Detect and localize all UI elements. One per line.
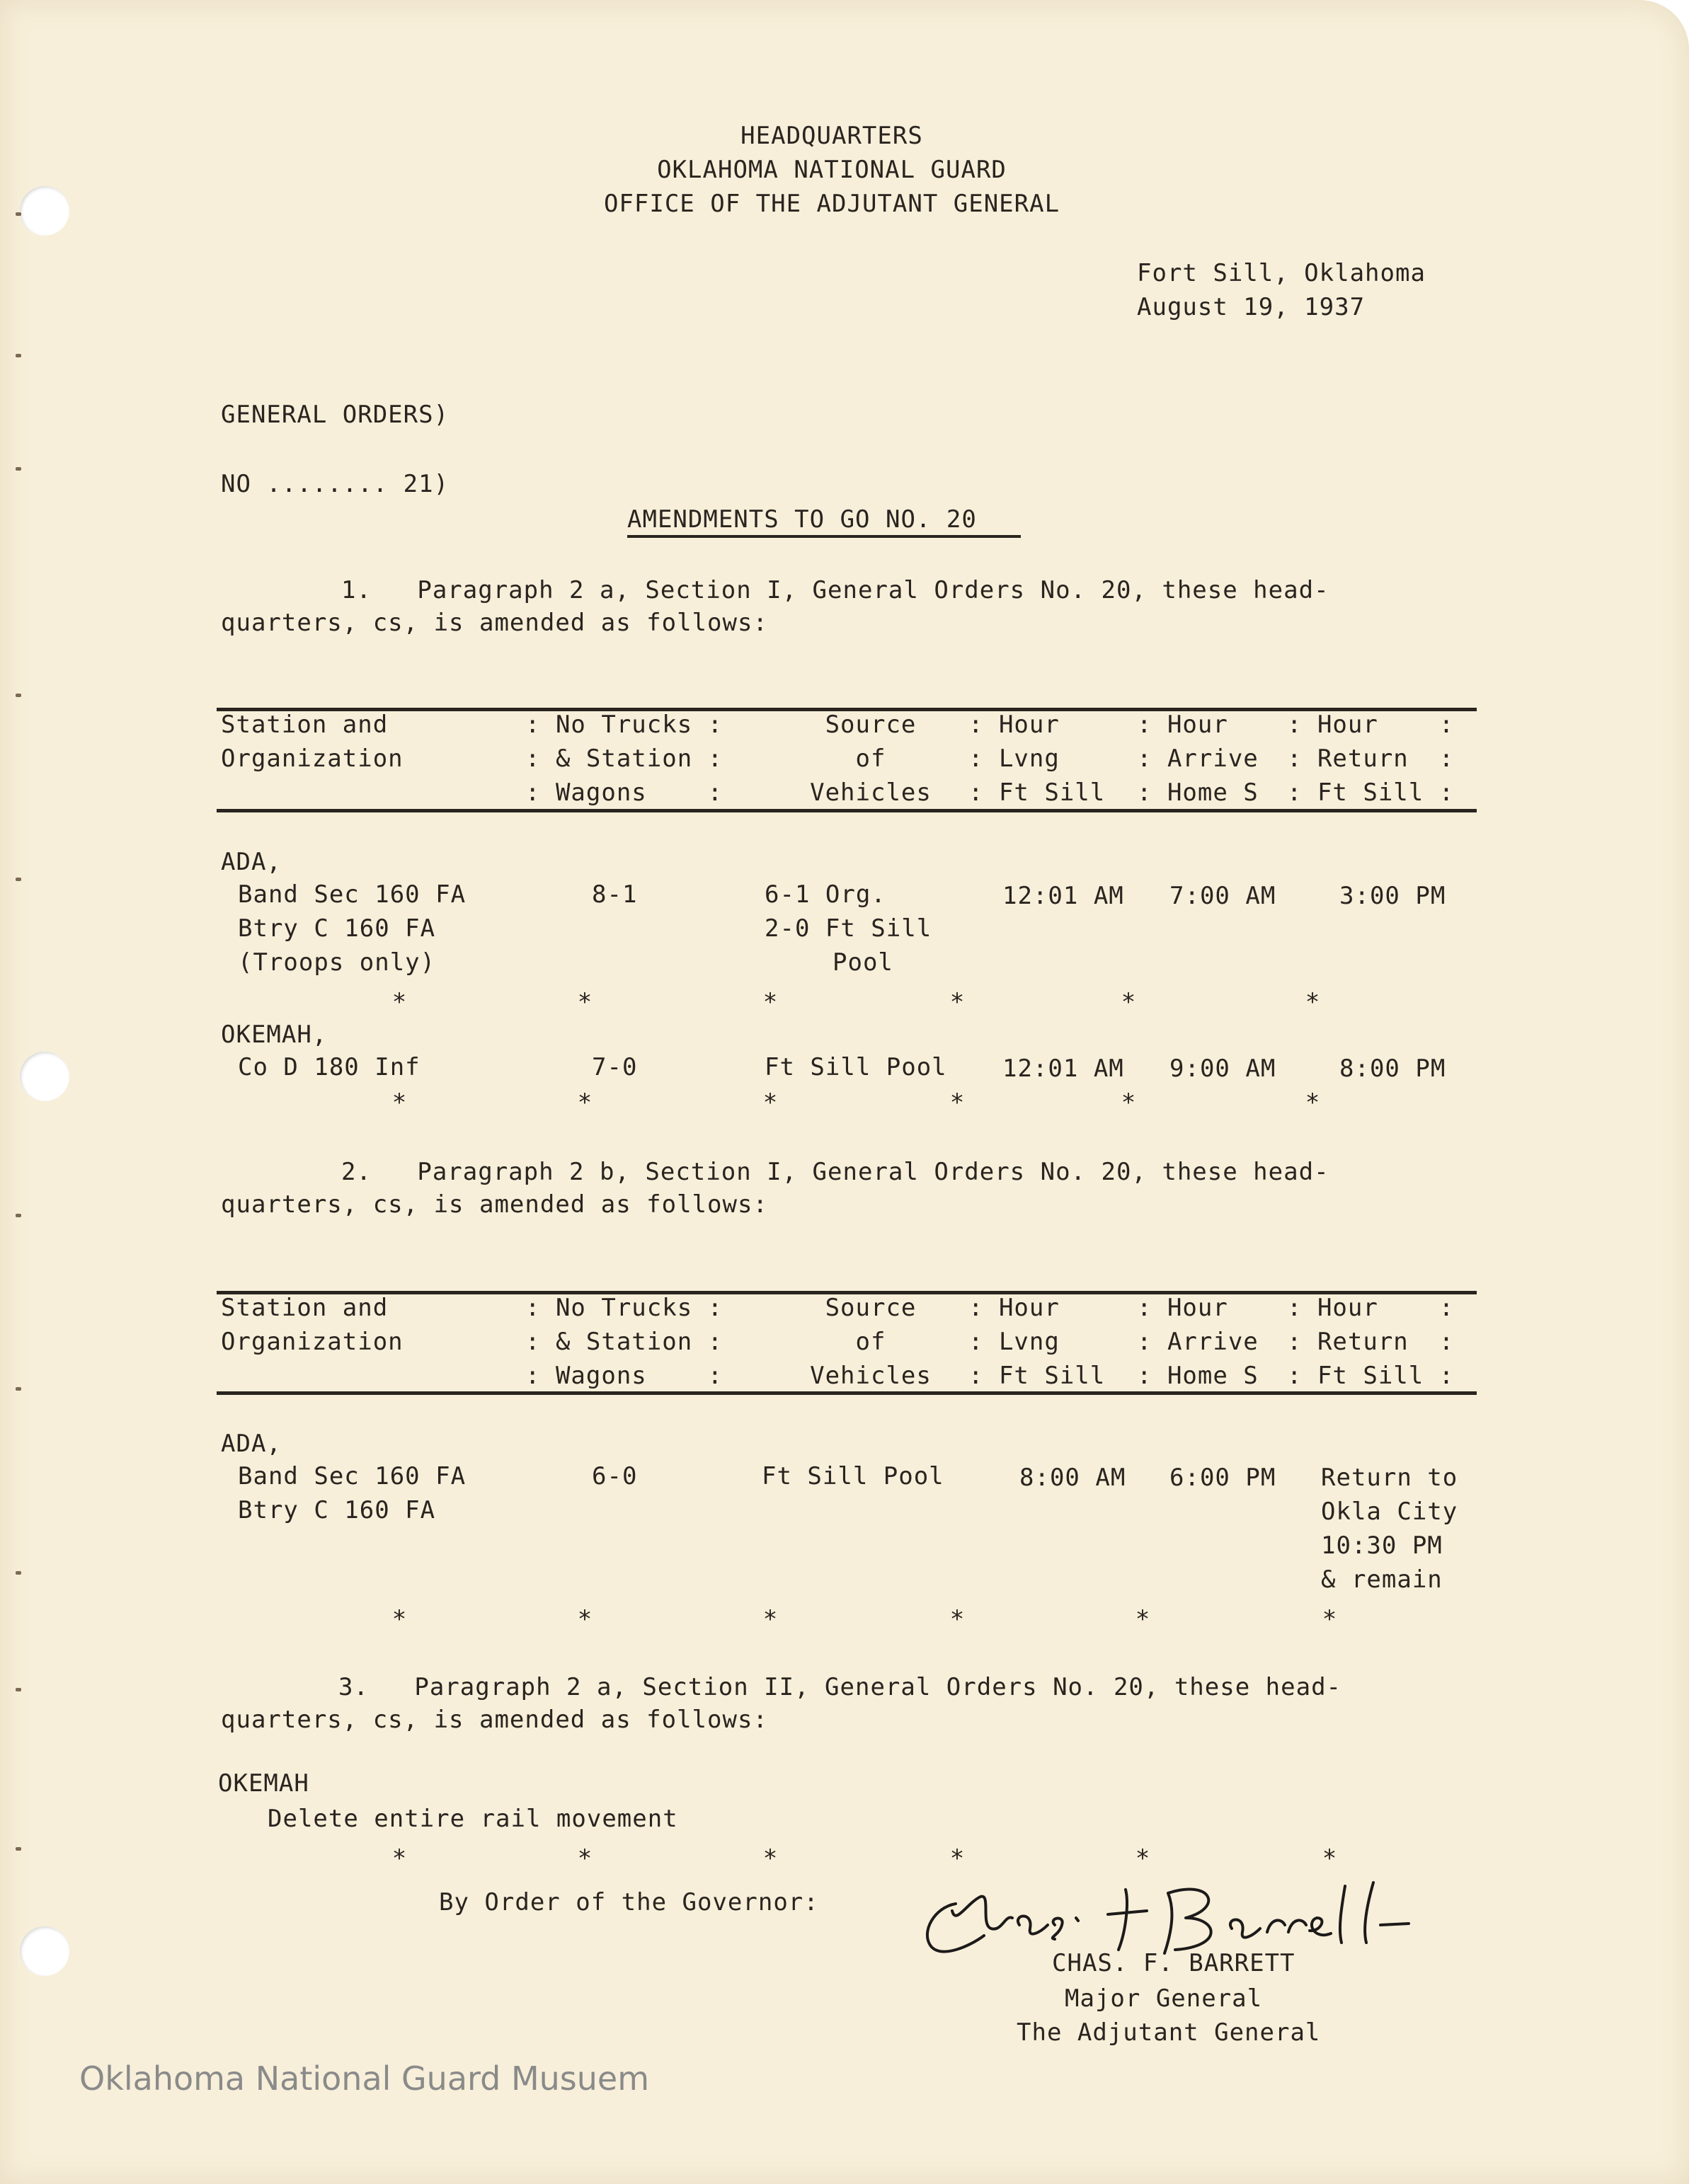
separator-asterisk: * — [1305, 988, 1320, 1016]
separator-asterisk: * — [391, 1844, 407, 1873]
order-number: NO ........ 21) — [221, 470, 450, 498]
place: Fort Sill, Oklahoma — [1137, 259, 1426, 287]
signatory-rank: Major General — [1065, 1984, 1263, 2013]
separator-asterisk: * — [577, 1088, 593, 1117]
para1-line2: quarters, cs, is amended as follows: — [221, 609, 768, 637]
col-source-header: Source of Vehicles — [810, 1294, 932, 1390]
t2-r1-lvng: 8:00 AM — [1019, 1464, 1126, 1492]
signatory-title: The Adjutant General — [1017, 2018, 1321, 2047]
signatory-name: CHAS. F. BARRETT — [1052, 1949, 1295, 1977]
col-station-header: Station and Organization — [221, 1294, 404, 1356]
paper-mark — [16, 354, 21, 357]
t1-r1-lvng: 12:01 AM — [1002, 882, 1124, 910]
t1-r1-arrive: 7:00 AM — [1169, 882, 1276, 910]
paper-mark — [16, 467, 21, 471]
separator-asterisk: * — [577, 1605, 593, 1633]
separator-asterisk: * — [949, 1605, 965, 1633]
separator-asterisk: * — [1121, 988, 1136, 1016]
col-station-header: Station and Organization — [221, 711, 404, 773]
separator-asterisk: * — [577, 988, 593, 1016]
document-title: AMENDMENTS TO GO NO. 20 — [627, 505, 977, 534]
col-source-header: Source of Vehicles — [810, 711, 932, 807]
separator-asterisk: * — [391, 1605, 407, 1633]
separator-asterisk: * — [1135, 1844, 1150, 1873]
separator-asterisk: * — [1305, 1088, 1320, 1117]
t2-r1-arrive: 6:00 PM — [1169, 1464, 1276, 1492]
para3-line1: 3. Paragraph 2 a, Section II, General Orders No. 20, these head- — [338, 1673, 1342, 1701]
paper-mark — [16, 212, 21, 216]
separator-asterisk: * — [1135, 1605, 1150, 1633]
header-guard: OKLAHOMA NATIONAL GUARD — [657, 156, 1007, 184]
separator-asterisk: * — [391, 1088, 407, 1117]
t1-r1-source-3: Pool — [833, 948, 893, 977]
t2-r1-trucks: 6-0 — [592, 1462, 638, 1490]
separator-asterisk: * — [762, 1088, 778, 1117]
paper-mark — [16, 1571, 21, 1575]
paper-mark — [16, 1214, 21, 1217]
general-orders-label: GENERAL ORDERS) — [221, 401, 450, 429]
paper-mark — [16, 694, 21, 697]
col-lvng-header: : Hour : Lvng : Ft Sill — [968, 711, 1106, 807]
binder-hole — [20, 186, 69, 236]
by-order-line: By Order of the Governor: — [439, 1888, 819, 1916]
separator-asterisk: * — [577, 1844, 593, 1873]
col-arrive-header: : Hour : Arrive : Home S — [1137, 1294, 1259, 1390]
t2-r1-return-1: Return to — [1321, 1464, 1458, 1492]
t2-r1-source: Ft Sill Pool — [762, 1462, 944, 1490]
header-office: OFFICE OF THE ADJUTANT GENERAL — [603, 190, 1060, 218]
para3-text: Delete entire rail movement — [268, 1805, 678, 1833]
t1-r1-return: 3:00 PM — [1339, 882, 1446, 910]
t1-r1-source-2: 2-0 Ft Sill — [765, 914, 932, 943]
paper-mark — [16, 1387, 21, 1391]
separator-asterisk: * — [762, 988, 778, 1016]
t1-r1-org-2: Btry C 160 FA — [238, 914, 436, 943]
t2-r1-return-4: & remain — [1321, 1565, 1443, 1594]
separator-asterisk: * — [1121, 1088, 1136, 1117]
t1-station-ada: ADA, — [221, 848, 282, 876]
title-underline — [627, 535, 1021, 538]
table2-header-rule — [217, 1391, 1477, 1395]
col-lvng-header: : Hour : Lvng : Ft Sill — [968, 1294, 1106, 1390]
t1-r2-return: 8:00 PM — [1339, 1054, 1446, 1083]
museum-watermark: Oklahoma National Guard Musuem — [79, 2059, 650, 2098]
para2-line2: quarters, cs, is amended as follows: — [221, 1190, 768, 1219]
t1-r1-trucks: 8-1 — [592, 880, 638, 909]
date: August 19, 1937 — [1137, 293, 1366, 321]
paper-mark — [16, 878, 21, 881]
separator-asterisk: * — [1322, 1844, 1337, 1873]
col-return-header: : Hour : : Return : : Ft Sill : — [1287, 1294, 1455, 1390]
paper-mark — [16, 1688, 21, 1691]
t1-r2-arrive: 9:00 AM — [1169, 1054, 1276, 1083]
separator-asterisk: * — [949, 1088, 965, 1117]
separator-asterisk: * — [949, 988, 965, 1016]
paper-mark — [16, 1847, 21, 1851]
col-arrive-header: : Hour : Arrive : Home S — [1137, 711, 1259, 807]
table1-header-rule — [217, 809, 1477, 812]
para3-line2: quarters, cs, is amended as follows: — [221, 1706, 768, 1734]
col-return-header: : Hour : : Return : : Ft Sill : — [1287, 711, 1455, 807]
t1-r1-org-1: Band Sec 160 FA — [238, 880, 467, 909]
t2-r1-return-2: Okla City — [1321, 1498, 1458, 1526]
para1-line1: 1. Paragraph 2 a, Section I, General Orders No. 20, these head- — [341, 576, 1329, 604]
t2-r1-org-2: Btry C 160 FA — [238, 1496, 436, 1524]
t2-r1-return-3: 10:30 PM — [1321, 1531, 1443, 1560]
binder-hole — [20, 1926, 69, 1976]
separator-asterisk: * — [391, 988, 407, 1016]
t1-r1-source-1: 6-1 Org. — [765, 880, 886, 909]
t1-station-okemah: OKEMAH, — [221, 1021, 328, 1049]
separator-asterisk: * — [762, 1605, 778, 1633]
para2-line1: 2. Paragraph 2 b, Section I, General Orders No. 20, these head- — [341, 1158, 1329, 1186]
binder-hole — [20, 1052, 69, 1101]
t1-r2-trucks: 7-0 — [592, 1053, 638, 1081]
t1-r2-org: Co D 180 Inf — [238, 1053, 421, 1081]
para3-station: OKEMAH — [218, 1769, 309, 1798]
separator-asterisk: * — [762, 1844, 778, 1873]
t2-r1-org-1: Band Sec 160 FA — [238, 1462, 467, 1490]
col-trucks-header: : No Trucks : : & Station : : Wagons : — [525, 1294, 723, 1390]
t1-r2-lvng: 12:01 AM — [1002, 1054, 1124, 1083]
header-headquarters: HEADQUARTERS — [740, 122, 923, 150]
t1-r2-source: Ft Sill Pool — [765, 1053, 947, 1081]
col-trucks-header: : No Trucks : : & Station : : Wagons : — [525, 711, 723, 807]
separator-asterisk: * — [1322, 1605, 1337, 1633]
separator-asterisk: * — [949, 1844, 965, 1873]
t2-station-ada: ADA, — [221, 1430, 282, 1458]
t1-r1-org-3: (Troops only) — [238, 948, 436, 977]
